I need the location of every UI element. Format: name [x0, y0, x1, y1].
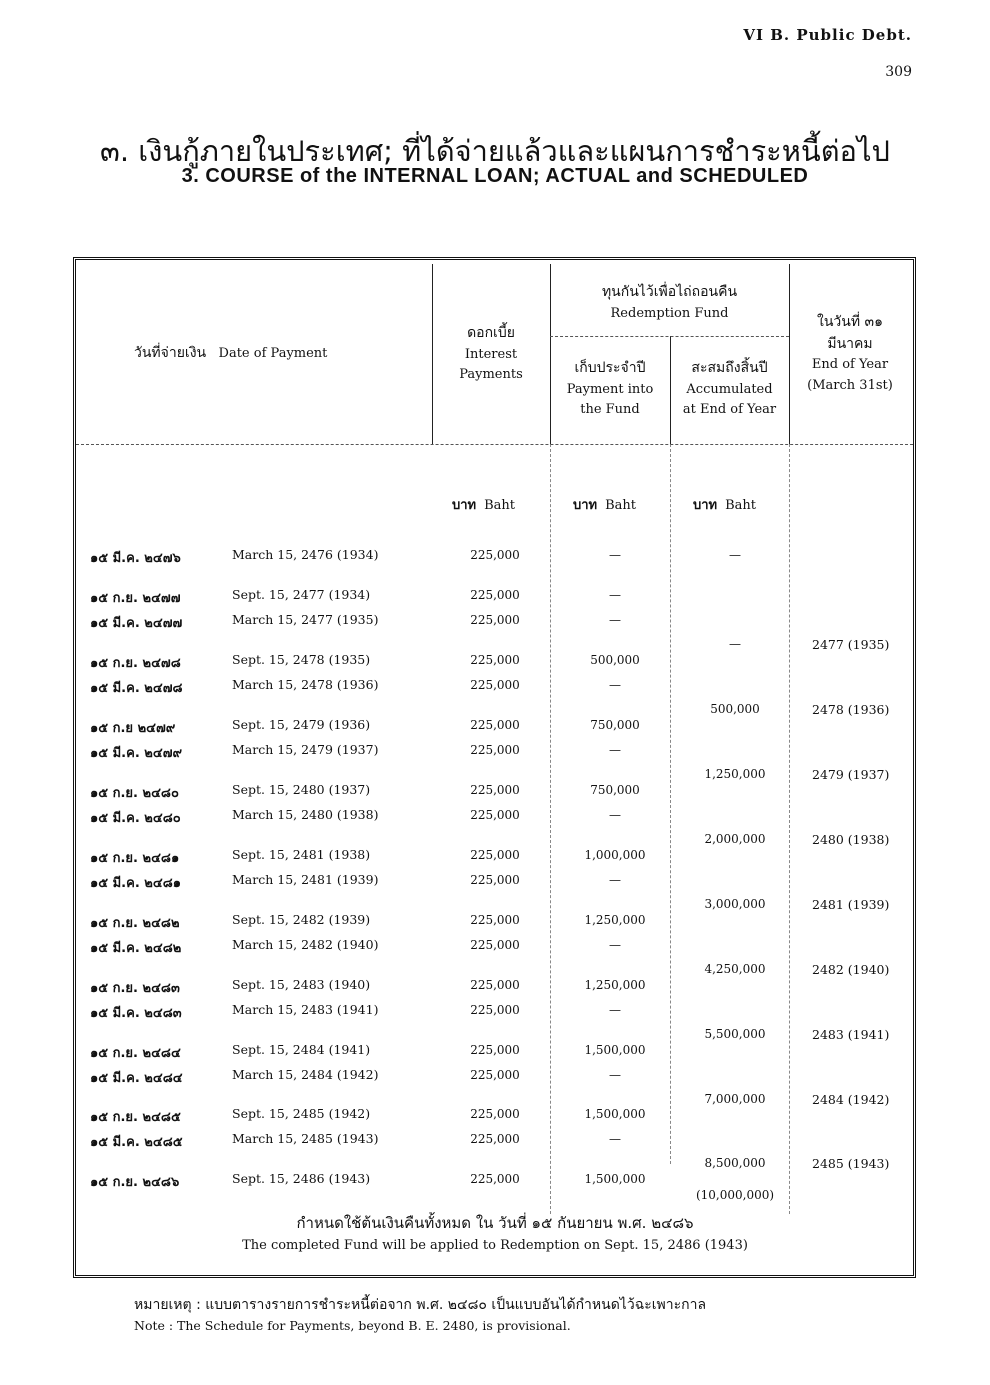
row-payment: —: [609, 938, 621, 952]
row-interest: 225,000: [470, 613, 520, 627]
row-accumulated: 3,000,000: [704, 897, 766, 911]
unit-accumulated: [693, 494, 756, 515]
unit-english: Baht: [725, 498, 757, 513]
row-date-thai: ๑๕ มี.ค. ๒๔๘๔: [90, 1071, 183, 1086]
row-end-of-year: 2479 (1937): [812, 767, 890, 782]
row-date-english: March 15, 2480 (1938): [232, 807, 379, 822]
row-interest: 225,000: [470, 1172, 520, 1186]
interest-header-thai: ดอกเบี้ย: [467, 325, 515, 341]
end-of-year-header: [790, 312, 910, 396]
title-english: 3. COURSE of the INTERNAL LOAN; ACTUAL and SCHEDULED: [181, 165, 809, 187]
payment-header-english-2: the Fund: [580, 401, 640, 417]
row-accumulated: —: [729, 637, 741, 651]
row-payment: —: [609, 548, 621, 562]
row-date-thai: ๑๕ มี.ค. ๒๔๗๙: [90, 746, 182, 761]
row-date-english: Sept. 15, 2482 (1939): [232, 912, 371, 927]
row-end-of-year: 2482 (1940): [812, 962, 890, 977]
row-interest: 225,000: [470, 653, 520, 667]
row-date-english: Sept. 15, 2480 (1937): [232, 782, 371, 797]
row-date-thai: ๑๕ ก.ย. ๒๔๘๑: [90, 851, 180, 866]
unit-thai: บาท: [452, 498, 477, 513]
unit-english: Baht: [484, 498, 516, 513]
row-date-english: March 15, 2476 (1934): [232, 547, 379, 562]
row-end-of-year: 2483 (1941): [812, 1027, 890, 1042]
row-date-english: Sept. 15, 2485 (1942): [232, 1106, 371, 1121]
row-end-of-year: 2478 (1936): [812, 702, 890, 717]
row-date-thai: ๑๕ มี.ค. ๒๔๘๑: [90, 876, 181, 891]
accumulated-header-thai: สะสมถึงสิ้นปี: [691, 360, 768, 376]
row-accumulated: 8,500,000: [704, 1156, 766, 1170]
row-date-thai: ๑๕ มี.ค. ๒๔๗๗: [90, 616, 183, 631]
row-interest: 225,000: [470, 718, 520, 732]
row-date-english: Sept. 15, 2486 (1943): [232, 1171, 371, 1186]
row-date-english: Sept. 15, 2484 (1941): [232, 1042, 371, 1057]
column-divider: [670, 444, 671, 1164]
row-payment: —: [609, 678, 621, 692]
fund-header: [550, 282, 789, 324]
row-interest: 225,000: [470, 913, 520, 927]
end-of-year-header-english-2: (March 31st): [807, 377, 893, 393]
row-payment: —: [609, 613, 621, 627]
row-date-english: Sept. 15, 2478 (1935): [232, 652, 371, 667]
row-accumulated: 7,000,000: [704, 1092, 766, 1106]
row-date-thai: ๑๕ ก.ย. ๒๔๘๕: [90, 1110, 181, 1125]
row-end-of-year: 2480 (1938): [812, 832, 890, 847]
row-interest: 225,000: [470, 548, 520, 562]
row-payment: 1,500,000: [584, 1107, 646, 1121]
payment-header-thai: เก็บประจำปี: [574, 360, 646, 376]
row-payment: 750,000: [590, 718, 640, 732]
row-interest: 225,000: [470, 873, 520, 887]
row-interest: 225,000: [470, 1043, 520, 1057]
row-payment: 1,500,000: [584, 1043, 646, 1057]
date-header: [134, 343, 424, 365]
row-date-thai: ๑๕ ก.ย. ๒๔๘๐: [90, 786, 179, 801]
row-interest: 225,000: [470, 848, 520, 862]
row-interest: 225,000: [470, 588, 520, 602]
unit-thai: บาท: [573, 498, 598, 513]
row-interest: 225,000: [470, 743, 520, 757]
row-end-of-year: 2477 (1935): [812, 637, 890, 652]
row-payment: —: [609, 1068, 621, 1082]
row-date-thai: ๑๕ ก.ย ๒๔๗๙: [90, 721, 176, 736]
row-interest: 225,000: [470, 938, 520, 952]
footer-english: The completed Fund will be applied to Redemption on Sept. 15, 2486 (1943): [242, 1238, 748, 1253]
row-payment: —: [609, 588, 621, 602]
row-accumulated: 4,250,000: [704, 962, 766, 976]
note-english: Note : The Schedule for Payments, beyond B. E. 2480, is provisional.: [134, 1318, 571, 1333]
row-date-english: March 15, 2485 (1943): [232, 1131, 379, 1146]
fund-header-thai: ทุนกันไว้เพื่อไถ่ถอนคืน: [601, 284, 738, 300]
unit-payment: [573, 494, 636, 515]
row-date-thai: ๑๕ มี.ค. ๒๔๘๓: [90, 1006, 182, 1021]
row-accumulated: 2,000,000: [704, 832, 766, 846]
row-date-thai: ๑๕ ก.ย. ๒๔๗๘: [90, 656, 181, 671]
row-payment: 1,250,000: [584, 978, 646, 992]
row-date-english: Sept. 15, 2481 (1938): [232, 847, 371, 862]
fund-header-english: Redemption Fund: [610, 305, 729, 321]
unit-thai: บาท: [693, 498, 718, 513]
row-date-english: Sept. 15, 2483 (1940): [232, 977, 371, 992]
unit-english: Baht: [605, 498, 637, 513]
row-date-english: March 15, 2478 (1936): [232, 677, 379, 692]
row-date-thai: ๑๕ มี.ค. ๒๔๘๕: [90, 1135, 183, 1150]
date-header-english: Date of Payment: [218, 346, 328, 361]
row-end-of-year: 2481 (1939): [812, 897, 890, 912]
row-date-thai: ๑๕ มี.ค. ๒๔๗๖: [90, 551, 181, 566]
header-divider: [76, 444, 913, 445]
row-date-thai: ๑๕ มี.ค. ๒๔๗๘: [90, 681, 183, 696]
end-of-year-header-thai-2: มีนาคม: [827, 335, 873, 352]
row-payment: —: [609, 743, 621, 757]
row-interest: 225,000: [470, 808, 520, 822]
accumulated-header-english-2: at End of Year: [682, 401, 777, 417]
row-date-thai: ๑๕ ก.ย. ๒๔๘๔: [90, 1046, 181, 1061]
end-of-year-header-thai-1: ในวันที่ ๓๑: [817, 314, 883, 330]
title-thai: ๓. เงินกู้ภายในประเทศ; ที่ได้จ่ายแล้วและแผนการชำระหนี้ต่อไป: [100, 134, 890, 168]
row-payment: —: [609, 1132, 621, 1146]
row-payment: 1,250,000: [584, 913, 646, 927]
row-payment: 500,000: [590, 653, 640, 667]
row-date-thai: ๑๕ ก.ย. ๒๔๘๖: [90, 1175, 180, 1190]
row-date-english: March 15, 2481 (1939): [232, 872, 379, 887]
note-thai: หมายเหตุ : แบบตารางรายการชำระหนี้ต่อจาก พ.ศ. ๒๔๘๐ เป็นแบบอันได้กำหนดไว้ฉะเพาะกาล: [134, 1297, 707, 1313]
row-payment: —: [609, 873, 621, 887]
row-end-of-year: 2485 (1943): [812, 1156, 890, 1171]
running-header: VI B. Public Debt.: [743, 26, 912, 44]
row-date-english: March 15, 2484 (1942): [232, 1067, 379, 1082]
row-accumulated: 5,500,000: [704, 1027, 766, 1041]
end-of-year-header-english-1: End of Year: [811, 357, 889, 373]
row-date-thai: ๑๕ ก.ย. ๒๔๘๒: [90, 916, 180, 931]
column-divider: [550, 444, 551, 1214]
interest-header: [432, 323, 550, 385]
payment-header-english-1: Payment into: [566, 381, 654, 397]
interest-header-english-2: Payments: [459, 366, 523, 382]
row-date-thai: ๑๕ มี.ค. ๒๔๘๒: [90, 941, 182, 956]
row-interest: 225,000: [470, 978, 520, 992]
row-end-of-year: 2484 (1942): [812, 1092, 890, 1107]
row-date-english: March 15, 2479 (1937): [232, 742, 379, 757]
accumulated-header-english-1: Accumulated: [686, 381, 773, 397]
row-interest: 225,000: [470, 1107, 520, 1121]
row-date-english: Sept. 15, 2477 (1934): [232, 587, 371, 602]
row-date-thai: ๑๕ มี.ค. ๒๔๘๐: [90, 811, 181, 826]
row-accumulated: 500,000: [710, 702, 760, 716]
row-interest: 225,000: [470, 1068, 520, 1082]
row-date-english: March 15, 2483 (1941): [232, 1002, 379, 1017]
row-payment: 750,000: [590, 783, 640, 797]
payment-header: [550, 358, 670, 420]
row-accumulated: 1,250,000: [704, 767, 766, 781]
date-header-thai: วันที่จ่ายเงิน: [134, 345, 207, 361]
row-date-english: March 15, 2482 (1940): [232, 937, 379, 952]
row-interest: 225,000: [470, 678, 520, 692]
interest-header-english-1: Interest: [464, 346, 518, 362]
row-interest: 225,000: [470, 1132, 520, 1146]
row-date-english: March 15, 2477 (1935): [232, 612, 379, 627]
row-interest: 225,000: [470, 1003, 520, 1017]
row-date-thai: ๑๕ ก.ย. ๒๔๗๗: [90, 591, 181, 606]
unit-interest: [452, 494, 515, 515]
page-number: 309: [885, 64, 912, 80]
row-interest: 225,000: [470, 783, 520, 797]
row-payment: —: [609, 1003, 621, 1017]
row-accumulated: —: [729, 548, 741, 562]
row-date-english: Sept. 15, 2479 (1936): [232, 717, 371, 732]
accumulated-header: [670, 358, 789, 420]
row-payment: —: [609, 808, 621, 822]
row-date-thai: ๑๕ ก.ย. ๒๔๘๓: [90, 981, 180, 996]
row-accumulated: (10,000,000): [695, 1188, 775, 1202]
footer-thai: กำหนดใช้ต้นเงินคืนทั้งหมด ใน วันที่ ๑๕ กันยายน พ.ศ. ๒๔๘๖: [296, 1214, 694, 1232]
header-divider: [550, 336, 789, 337]
row-payment: 1,500,000: [584, 1172, 646, 1186]
row-payment: 1,000,000: [584, 848, 646, 862]
